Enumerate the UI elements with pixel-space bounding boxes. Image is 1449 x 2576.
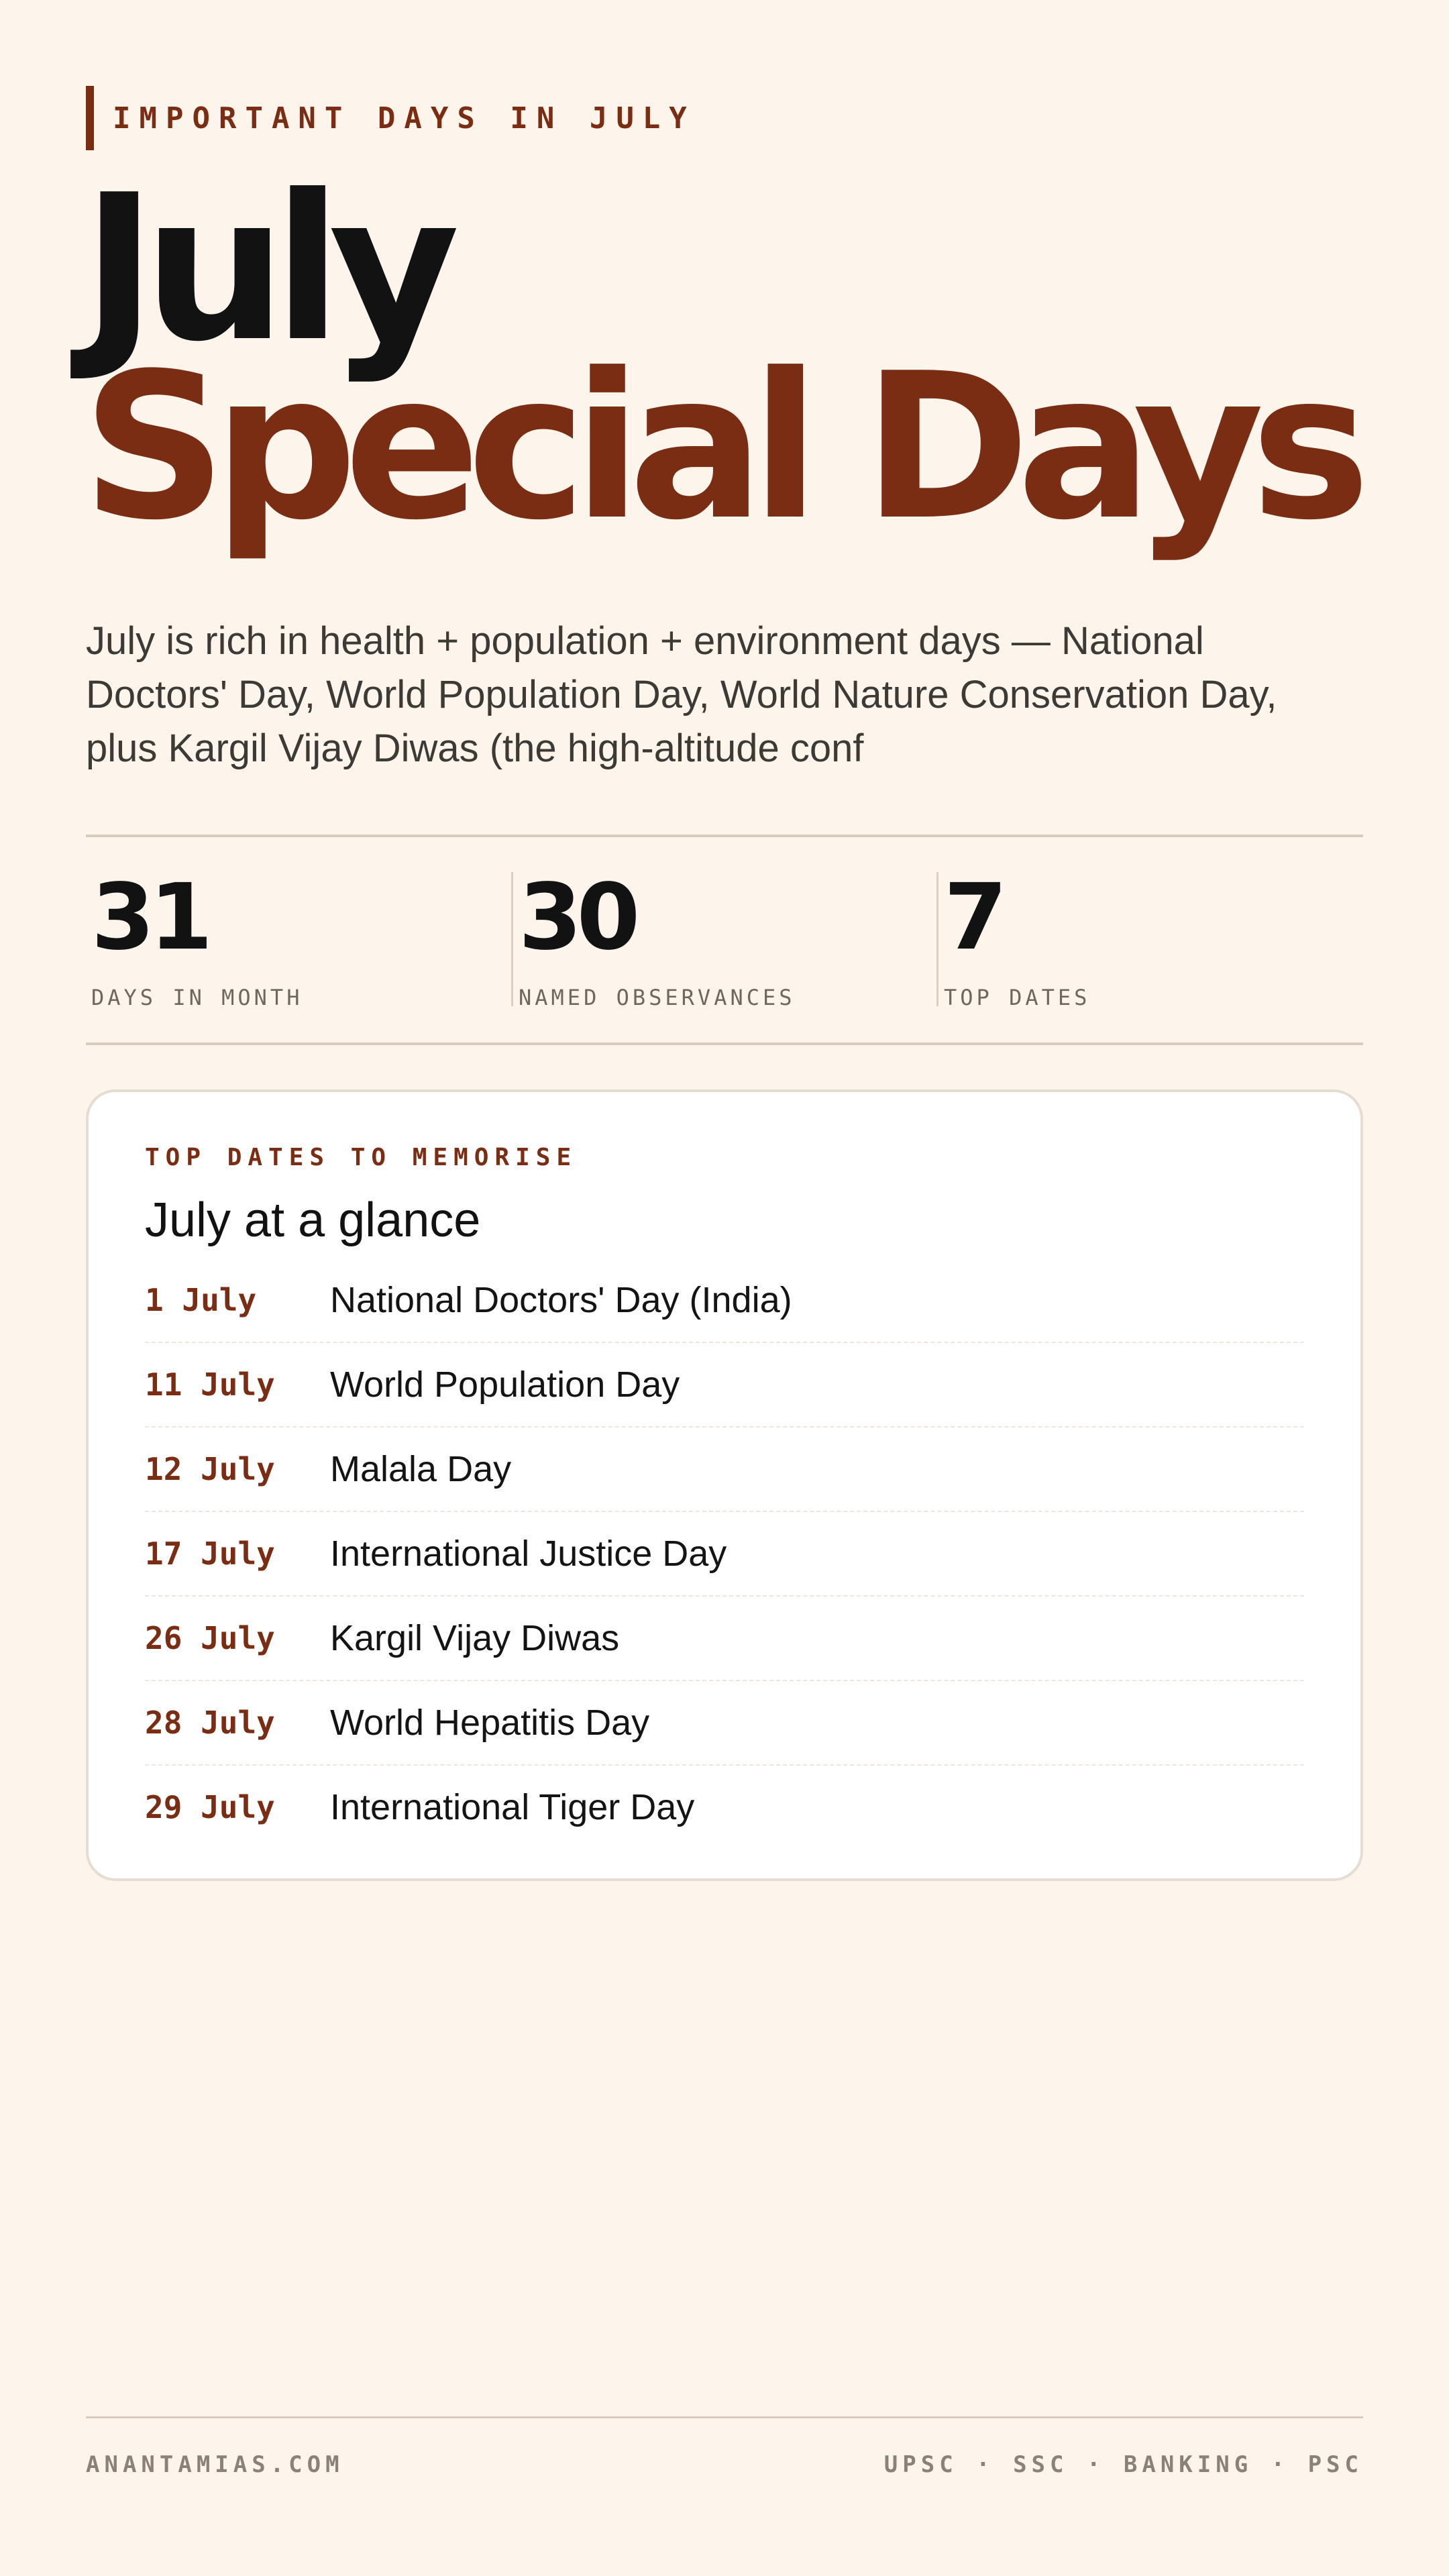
list-item-name: International Justice Day (330, 1534, 727, 1574)
card-kicker: TOP DATES TO MEMORISE (145, 1144, 578, 1171)
list-item-name: International Tiger Day (330, 1787, 695, 1827)
list-item-name: Kargil Vijay Diwas (330, 1618, 620, 1658)
stat-top-dates (936, 865, 1362, 1010)
list-item-date: 12 July (145, 1451, 275, 1487)
list-item (145, 1766, 1304, 1849)
stats-row (86, 865, 1363, 1010)
eyebrow-label: IMPORTANT DAYS IN JULY (86, 86, 696, 150)
card-title: July at a glance (145, 1193, 481, 1247)
list-item-date: 1 July (145, 1282, 257, 1318)
list-item-date: 11 July (145, 1366, 275, 1403)
list-item-name: Malala Day (330, 1449, 512, 1489)
footer-exams: UPSC · SSC · BANKING · PSC (883, 2451, 1363, 2478)
list-item (145, 1681, 1304, 1766)
divider-top (86, 835, 1363, 837)
list-item (145, 1258, 1304, 1343)
dates-list (145, 1258, 1304, 1849)
top-dates-card (86, 1089, 1363, 1881)
list-item-name: National Doctors' Day (India) (330, 1280, 792, 1320)
divider-bottom (86, 1042, 1363, 1045)
list-item (145, 1343, 1304, 1428)
stat-days-in-month (86, 865, 511, 1010)
title-line-july: July (82, 152, 447, 386)
list-item-date: 17 July (145, 1536, 275, 1572)
stat-value: 7 (944, 865, 1002, 971)
stat-value: 30 (519, 865, 635, 971)
list-item (145, 1428, 1304, 1512)
page-title (82, 152, 1358, 564)
footer-site: ANANTAMIAS.COM (86, 2451, 344, 2478)
list-item (145, 1512, 1304, 1597)
stat-label: DAYS IN MONTH (91, 985, 303, 1010)
intro-paragraph: July is rich in health + population + environment days — National Doctors' Day, World Population Day, World Nature Conservation Day, plus Kargil Vijay Diwas (the high-altitude conf (86, 619, 1277, 770)
stat-label: NAMED OBSERVANCES (519, 985, 796, 1010)
list-item-date: 26 July (145, 1620, 275, 1656)
list-item-name: World Population Day (330, 1364, 680, 1405)
stat-label: TOP DATES (944, 985, 1091, 1010)
list-item (145, 1597, 1304, 1681)
footer (86, 2451, 1363, 2478)
list-item-name: World Hepatitis Day (330, 1703, 650, 1743)
list-item-date: 29 July (145, 1789, 275, 1825)
stat-value: 31 (91, 865, 208, 971)
title-line-special-days: Special Days (82, 330, 1358, 564)
stat-named-observances (511, 865, 936, 1010)
list-item-date: 28 July (145, 1705, 275, 1741)
footer-divider (86, 2416, 1363, 2418)
